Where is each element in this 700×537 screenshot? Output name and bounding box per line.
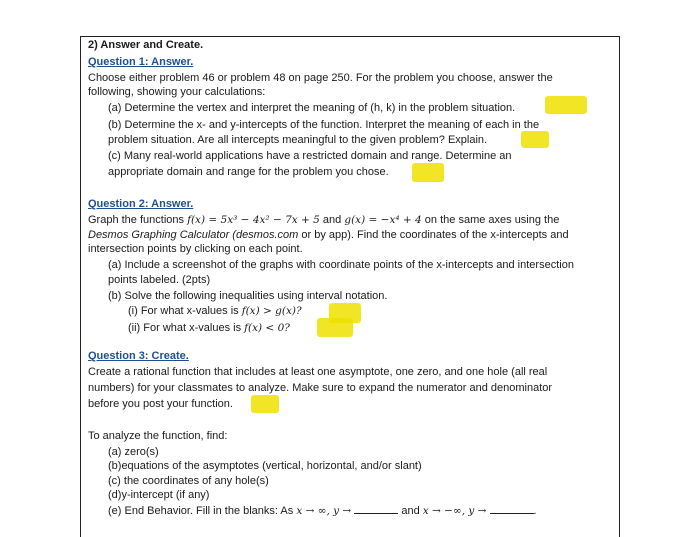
- q3-heading: Question 3: Create.: [88, 350, 189, 362]
- desmos-reference: Desmos Graphing Calculator (desmos.com: [88, 229, 299, 241]
- q1-part-b-line1: (b) Determine the x- and y-intercepts of the function. Interpret the meaning of each in the: [108, 119, 540, 131]
- q2-part-a-line2: points labeled. (2pts): [108, 274, 211, 286]
- q2-part-b-ii: [128, 321, 290, 335]
- q3-item-c: (c) the coordinates of any hole(s): [108, 475, 269, 487]
- q2-line1: [88, 213, 559, 227]
- function-f: f(x) = 5x³ − 4x² − 7x + 5: [187, 214, 320, 226]
- q3-item-b: (b)equations of the asymptotes (vertical, horizontal, and/or slant): [108, 460, 422, 472]
- section-title: 2) Answer and Create.: [88, 39, 204, 51]
- fill-blank-1: [354, 503, 398, 514]
- q2-line1-text: Graph the functions: [88, 214, 188, 226]
- q3-item-d: (d)y-intercept (if any): [108, 489, 210, 501]
- q1-intro-line1: Choose either problem 46 or problem 48 on page 250. For the problem you choose, answer the: [88, 72, 553, 84]
- highlight-mark: [412, 163, 444, 182]
- end-behavior-neg: x → −∞, y →: [422, 505, 487, 517]
- q2-line2: [88, 228, 569, 242]
- q2-line2-tail: or by app). Find the coordinates of the x-intercepts and: [298, 229, 569, 241]
- q2-part-b-i-text: (i) For what x-values is: [128, 305, 242, 317]
- highlight-mark: [545, 96, 587, 114]
- q1-part-b-line2: problem situation. Are all intercepts meaningful to the given problem? Explain.: [108, 134, 488, 146]
- q3-line2: numbers) for your classmates to analyze. Make sure to expand the numerator and denominator: [88, 382, 553, 394]
- q3-item-e-text: (e) End Behavior. Fill in the blanks: As: [108, 505, 297, 517]
- q2-heading: Question 2: Answer.: [88, 198, 194, 210]
- q1-part-a: (a) Determine the vertex and interpret the meaning of (h, k) in the problem situation.: [108, 102, 516, 114]
- fill-blank-2: [490, 503, 534, 514]
- q2-part-b-ii-text: (ii) For what x-values is: [128, 322, 245, 334]
- q2-part-a-line1: (a) Include a screenshot of the graphs with coordinate points of the x-intercepts and intersection: [108, 259, 574, 271]
- q2-part-b: (b) Solve the following inequalities using interval notation.: [108, 290, 388, 302]
- q3-line3: before you post your function.: [88, 398, 233, 410]
- q3-item-e-and: and: [398, 505, 423, 517]
- q2-line3: intersection points by clicking on each point.: [88, 243, 303, 255]
- q3-item-e-period: .: [533, 505, 537, 517]
- q2-part-b-i: [128, 304, 302, 318]
- function-g: g(x) = −x⁴ + 4: [344, 214, 422, 226]
- q1-part-c-line1: (c) Many real-world applications have a restricted domain and range. Determine an: [108, 150, 512, 162]
- q1-heading: Question 1: Answer.: [88, 56, 194, 68]
- end-behavior-pos: x → ∞, y →: [296, 505, 352, 517]
- inequality-f-lt-0: f(x) < 0?: [244, 322, 290, 334]
- highlight-mark: [317, 318, 353, 337]
- q3-item-a: (a) zero(s): [108, 446, 159, 458]
- q3-analyze-intro: To analyze the function, find:: [88, 430, 228, 442]
- highlight-mark: [521, 131, 549, 148]
- q1-part-c-line2: appropriate domain and range for the problem you chose.: [108, 166, 389, 178]
- q1-intro-line2: following, showing your calculations:: [88, 86, 266, 98]
- inequality-f-gt-g: f(x) > g(x)?: [241, 305, 302, 317]
- highlight-mark: [251, 395, 279, 413]
- q3-line1: Create a rational function that includes at least one asymptote, one zero, and one hole (all real: [88, 366, 548, 378]
- q2-line1-tail: on the same axes using the: [421, 214, 560, 226]
- q2-line1-and: and: [319, 214, 345, 226]
- q3-item-e: [108, 503, 537, 518]
